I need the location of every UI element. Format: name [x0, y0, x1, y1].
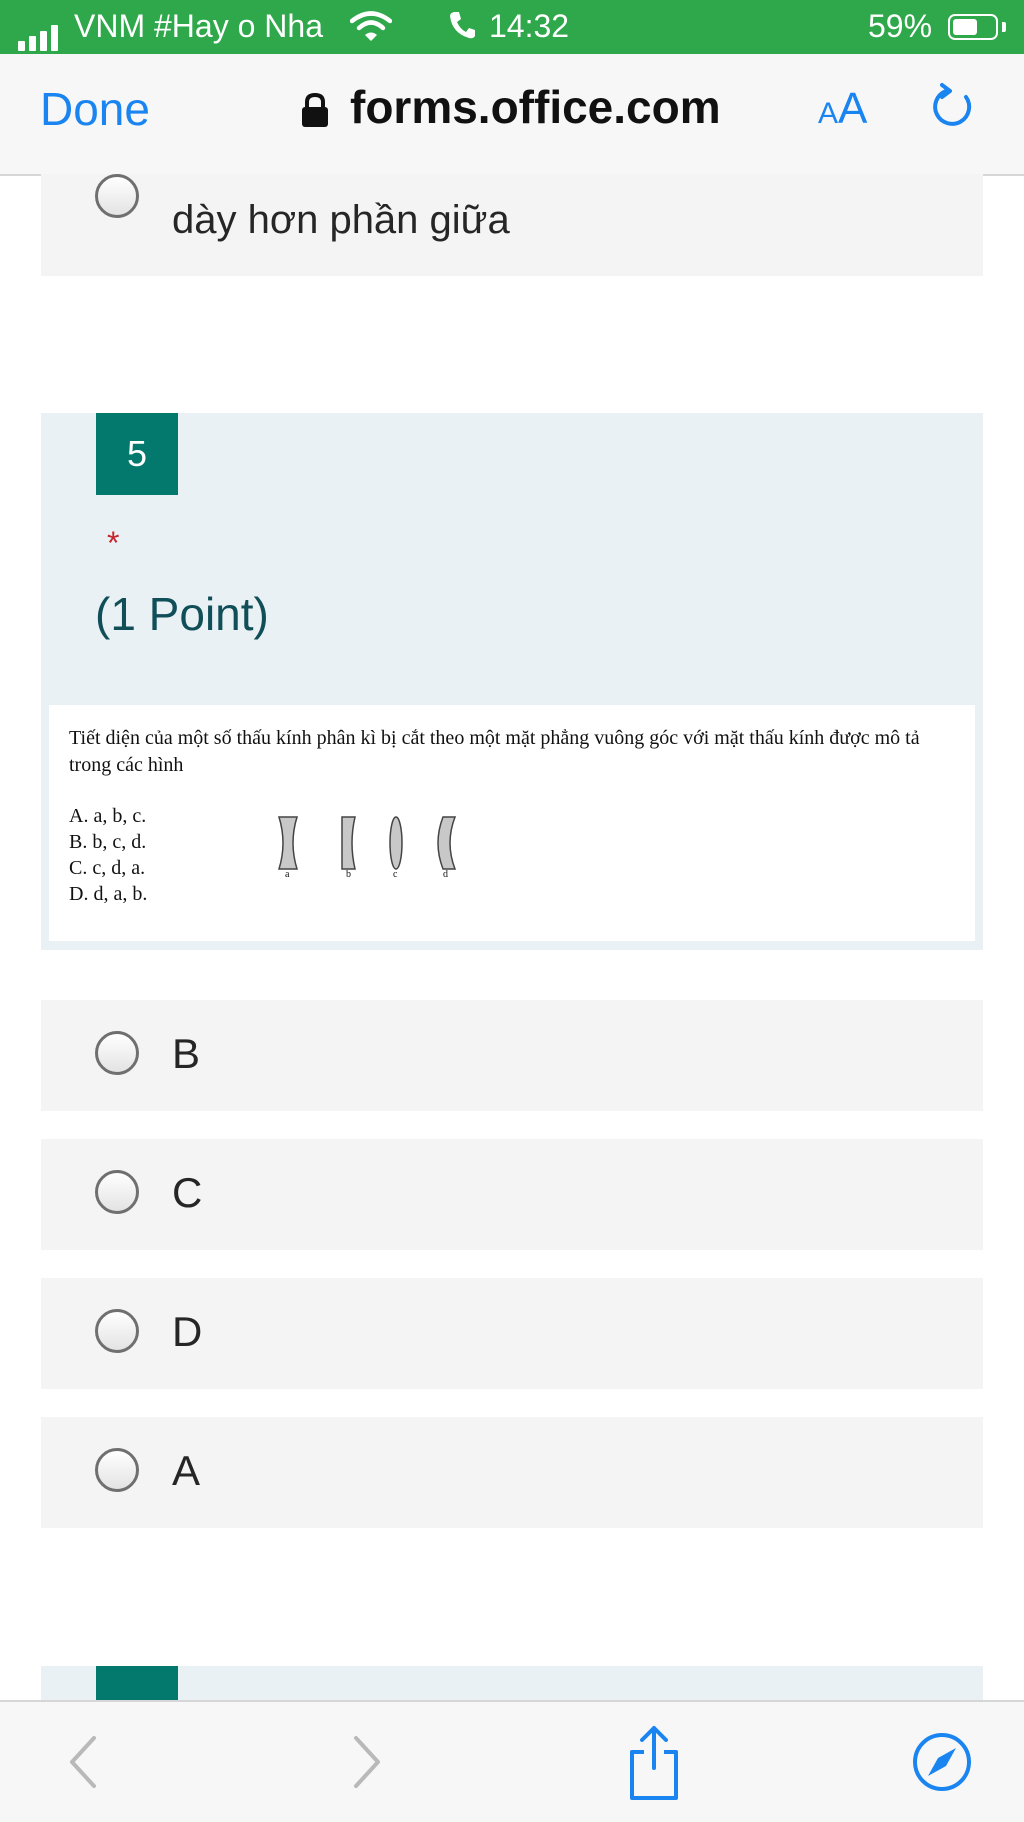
radio-button[interactable] [95, 174, 139, 218]
text-size-button[interactable] [818, 84, 867, 134]
lens-b-icon [339, 815, 357, 871]
lens-a-icon [277, 815, 299, 871]
option-b[interactable] [41, 1000, 983, 1111]
option-label: A [172, 1447, 201, 1494]
reload-icon[interactable] [928, 82, 974, 137]
image-answer: C. c, d, a. [69, 857, 146, 879]
lens-label: a [285, 869, 290, 880]
image-answer: B. b, c, d. [69, 831, 147, 853]
battery-cap [1002, 22, 1006, 32]
address-bar[interactable] [300, 80, 721, 134]
lens-d-icon [433, 815, 457, 871]
radio-button[interactable] [95, 1031, 139, 1075]
lens-label: c [393, 869, 398, 880]
battery-fill [953, 19, 977, 35]
image-answer-list [69, 803, 147, 907]
text-size-large: A [838, 84, 868, 133]
question-points: (1 Point) [95, 588, 269, 640]
compass-icon[interactable] [910, 1722, 974, 1807]
wifi-icon [350, 10, 392, 50]
carrier-name: VNM #Hay o Nha [74, 8, 323, 44]
option-c[interactable] [41, 1139, 983, 1250]
question-image [49, 705, 975, 941]
share-icon[interactable] [626, 1722, 682, 1807]
option-label: C [172, 1169, 203, 1216]
option-label: D [172, 1308, 203, 1355]
browser-toolbar [0, 1700, 1024, 1822]
question-card [41, 413, 983, 950]
option-label: B [172, 1030, 201, 1077]
option-a[interactable] [41, 1417, 983, 1528]
battery-icon [948, 14, 998, 40]
image-answer: D. d, a, b. [69, 883, 148, 905]
option-d[interactable] [41, 1278, 983, 1389]
previous-option[interactable] [41, 174, 983, 276]
browser-nav-bar [0, 54, 1024, 176]
back-icon[interactable] [62, 1722, 102, 1807]
clock: 14:32 [489, 8, 570, 44]
lens-c-icon [387, 815, 405, 871]
forward-icon[interactable] [348, 1722, 388, 1807]
image-answer: A. a, b, c. [69, 805, 147, 827]
required-mark: * [107, 525, 120, 561]
lens-label: b [346, 869, 351, 880]
question-number: 5 [96, 413, 178, 495]
radio-button[interactable] [95, 1309, 139, 1353]
status-bar [0, 0, 1024, 54]
signal-icon [18, 14, 62, 51]
battery-percent: 59% [868, 8, 933, 44]
done-button[interactable]: Done [40, 83, 150, 135]
phone-icon [448, 10, 476, 48]
radio-button[interactable] [95, 1448, 139, 1492]
text-size-small: A [818, 97, 839, 130]
option-label: dày hơn phần giữa [172, 198, 510, 242]
lens-label: d [443, 869, 448, 880]
radio-button[interactable] [95, 1170, 139, 1214]
question-text: Tiết diện của một số thấu kính phân kì bị cắt theo một mặt phẳng vuông góc với mặt thấu kính được mô tả trong các hình [69, 727, 920, 776]
url-text: forms.office.com [350, 81, 721, 133]
